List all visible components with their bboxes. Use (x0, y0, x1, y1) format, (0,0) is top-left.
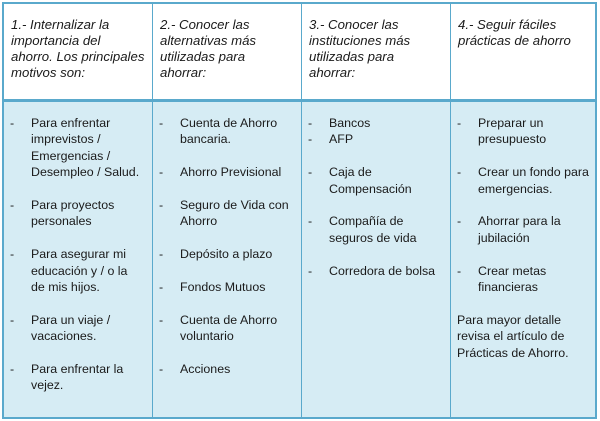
column-4-header: 4.- Seguir fáciles prácticas de ahorro (451, 4, 595, 102)
column-2-header: 2.- Conocer las alternativas más utilizadas para ahorrar: (153, 4, 302, 102)
list-item (156, 361, 297, 377)
bullet-dash: - (308, 165, 313, 180)
column-3-body (302, 102, 451, 417)
list-item-text: Crear un fondo para emergencias. (478, 165, 589, 196)
list-item (7, 197, 148, 230)
column-1-body (4, 102, 153, 417)
alternatives-list (156, 115, 297, 377)
list-item-text: Crear metas financieras (478, 263, 547, 295)
column-3-header: 3.- Conocer las instituciones más utilizadas para ahorrar: (302, 4, 451, 102)
article-note: Para mayor detalle revisa el artículo de Prácticas de Ahorro. (457, 312, 569, 360)
list-item (454, 164, 591, 197)
list-item-text: Cuenta de Ahorro voluntario (180, 312, 278, 344)
bullet-dash: - (159, 280, 164, 294)
list-item-text: Depósito a plazo (180, 247, 273, 262)
list-item (156, 312, 297, 345)
bullet-dash: - (159, 247, 164, 262)
motives-list (7, 115, 148, 394)
bullet-dash: - (10, 198, 15, 213)
bullet-dash: - (10, 362, 15, 377)
list-item-text: Seguro de Vida con Ahorro (180, 198, 289, 229)
list-item-text: Fondos Mutuos (180, 280, 266, 294)
bullet-dash: - (308, 214, 313, 229)
bullet-dash: - (457, 116, 462, 130)
bullet-dash: - (159, 312, 164, 327)
bullet-dash: - (10, 247, 15, 262)
practices-list (454, 115, 591, 295)
list-item (454, 115, 591, 148)
list-item-text: Caja de Compensación (329, 165, 412, 196)
bullet-dash: - (308, 132, 313, 147)
list-item (156, 164, 297, 180)
bullet-dash: - (457, 263, 462, 278)
bullet-dash: - (159, 198, 164, 212)
column-4-body (451, 102, 595, 417)
list-item (7, 115, 148, 181)
list-item-text: Para proyectos personales (31, 198, 115, 229)
list-item-text: Compañía de seguros de vida (329, 214, 417, 245)
list-item-text: Para enfrentar la vejez. (31, 362, 124, 393)
bullet-dash: - (159, 116, 164, 130)
list-item (156, 115, 297, 148)
savings-table (2, 2, 597, 419)
list-item-text: Corredora de bolsa (329, 263, 436, 278)
list-item (305, 213, 446, 246)
list-item-text: AFP (329, 132, 354, 147)
list-item-text: Para un viaje / vacaciones. (31, 312, 111, 344)
list-item (7, 246, 148, 295)
list-item (305, 164, 446, 197)
bullet-dash: - (10, 116, 15, 130)
institutions-list (305, 115, 446, 279)
list-item-text: Preparar un presupuesto (478, 116, 547, 147)
list-item (156, 279, 297, 295)
bullet-dash: - (457, 214, 462, 229)
bullet-dash: - (308, 263, 313, 278)
bullet-dash: - (159, 362, 164, 376)
list-item (305, 263, 446, 279)
bullet-dash: - (457, 165, 462, 180)
column-1-header: 1.- Internalizar la importancia del ahorro. Los principales motivos son: (4, 4, 153, 102)
list-item-text: Para enfrentar imprevistos / Emergencias / Desempleo / Salud. (31, 116, 140, 180)
list-item (156, 197, 297, 230)
bullet-dash: - (308, 116, 313, 130)
list-item-text: Ahorro Previsional (180, 165, 282, 180)
list-item-text: Ahorrar para la jubilación (478, 214, 561, 245)
list-item (156, 246, 297, 262)
list-item-text: Bancos (329, 116, 371, 130)
list-item (305, 115, 446, 131)
bullet-dash: - (10, 312, 15, 327)
list-item (7, 361, 148, 394)
list-item (7, 312, 148, 345)
list-item (305, 131, 446, 147)
list-item-text: Cuenta de Ahorro bancaria. (180, 116, 278, 147)
column-2-body (153, 102, 302, 417)
list-item-text: Para asegurar mi educación y / o la de mis hijos. (31, 247, 128, 295)
list-item (454, 213, 591, 246)
bullet-dash: - (159, 165, 164, 180)
list-item-text: Acciones (180, 362, 231, 376)
list-item (454, 263, 591, 296)
